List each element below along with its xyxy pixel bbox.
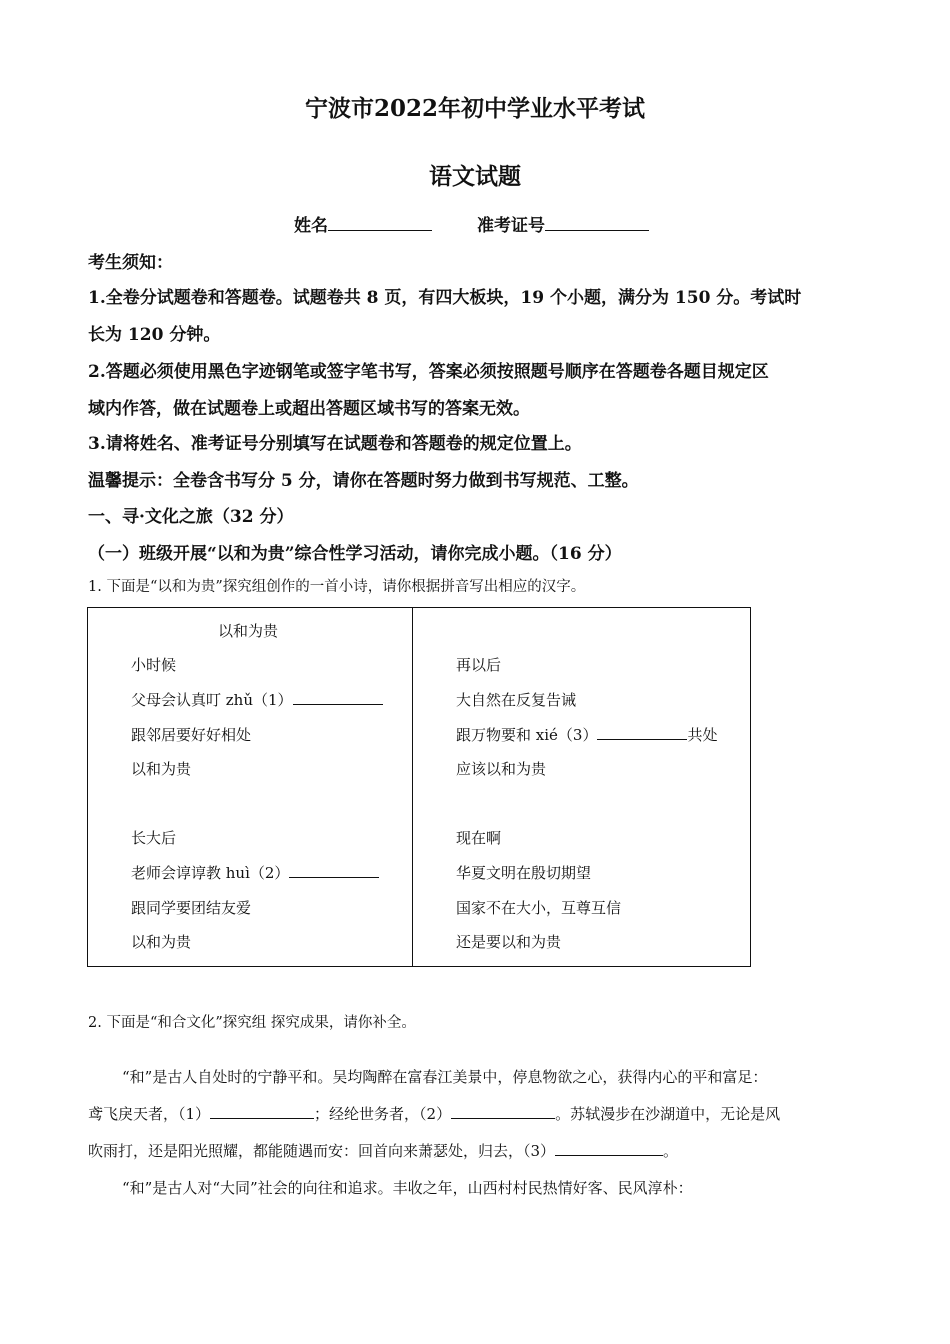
question2-prompt: 2. 下面是“和合文化”探究组 探究成果，请你补全。 xyxy=(88,1015,416,1031)
q2-para1-line3: 吹雨打，还是阳光照耀，都能随遇而安：回首向来萧瑟处，归去，（3） 。 xyxy=(88,1142,679,1160)
poem-left-line7: 跟同学要团结友爱 xyxy=(131,899,252,917)
exam-title: 宁波市2022年初中学业水平考试 xyxy=(304,95,645,122)
poem-table xyxy=(87,607,751,967)
section1-subheading: （一）班级开展“以和为贵”综合性学习活动，请你完成小题。（16 分） xyxy=(88,544,622,564)
poem-right-line5: 现在啊 xyxy=(456,829,502,847)
exam-id-label: 准考证号 xyxy=(477,216,545,236)
poem-left-line8: 以和为贵 xyxy=(131,933,192,951)
q2-blank-1[interactable] xyxy=(210,1117,314,1119)
q2-para2-line1: “和”是古人对“大同”社会的向往和追求。丰收之年，山西村村民热情好客、民风淳朴： xyxy=(122,1179,693,1197)
notice-item1-line2: 长为 120 分钟。 xyxy=(88,325,221,345)
poem-right-line7: 国家不在大小，互尊互信 xyxy=(456,899,622,917)
notice-item2-line2: 域内作答，做在试题卷上或超出答题区域书写的答案无效。 xyxy=(88,399,530,419)
notice-item2-line1: 2.答题必须使用黑色字迹钢笔或签字笔书写，答案必须按照题号顺序在答题卷各题目规定区 xyxy=(88,362,769,382)
notice-heading: 考生须知： xyxy=(88,253,173,273)
blank-3[interactable] xyxy=(597,738,687,740)
poem-left-line1: 小时候 xyxy=(131,656,177,674)
exam-subtitle: 语文试题 xyxy=(429,163,521,190)
poem-left-line4: 以和为贵 xyxy=(131,760,192,778)
section1-heading: 一、寻·文化之旅（32 分） xyxy=(88,507,294,527)
notice-item3: 3.请将姓名、准考证号分别填写在试题卷和答题卷的规定位置上。 xyxy=(88,434,582,454)
poem-right-line4: 应该以和为贵 xyxy=(456,760,547,778)
poem-right-line6: 华夏文明在殷切期望 xyxy=(456,864,592,882)
poem-left-line2: 父母会认真叮 zhǔ（1） xyxy=(131,689,383,710)
exam-id-blank[interactable] xyxy=(545,229,649,231)
poem-right-line2: 大自然在反复告诫 xyxy=(456,691,577,709)
name-label: 姓名 xyxy=(294,216,328,236)
q2-blank-2[interactable] xyxy=(451,1117,555,1119)
poem-title: 以和为贵 xyxy=(218,622,279,640)
poem-right-line8: 还是要以和为贵 xyxy=(456,933,562,951)
writing-tip: 温馨提示：全卷含书写分 5 分，请你在答题时努力做到书写规范、工整。 xyxy=(88,471,639,491)
exam-id-field[interactable] xyxy=(477,211,649,236)
q2-para1-line1: “和”是古人自处时的宁静平和。吴均陶醉在富春江美景中，停息物欲之心，获得内心的平和富足： xyxy=(122,1068,768,1086)
q2-para1-line2: 鸢飞戾天者，（1） ；经纶世务者，（2） 。苏轼漫步在沙湖道中，无论是风 xyxy=(88,1105,781,1123)
poem-right-line1: 再以后 xyxy=(456,656,502,674)
poem-table-divider xyxy=(412,608,413,966)
notice-item1-line1: 1.全卷分试题卷和答题卷。试题卷共 8 页，有四大板块，19 个小题，满分为 150 分。考试时 xyxy=(88,288,802,308)
poem-right-line3: 跟万物要和 xié（3） 共处 xyxy=(456,726,718,744)
q2-blank-3[interactable] xyxy=(555,1154,663,1156)
poem-left-line3: 跟邻居要好好相处 xyxy=(131,726,252,744)
blank-2[interactable] xyxy=(289,876,379,878)
blank-1[interactable] xyxy=(293,703,383,705)
name-blank[interactable] xyxy=(328,229,432,231)
poem-left-line5: 长大后 xyxy=(131,829,177,847)
poem-left-line6: 老师会谆谆教 huì（2） xyxy=(131,862,379,883)
question1-prompt: 1. 下面是“以和为贵”探究组创作的一首小诗，请你根据拼音写出相应的汉字。 xyxy=(88,579,586,595)
name-field[interactable] xyxy=(294,211,432,236)
